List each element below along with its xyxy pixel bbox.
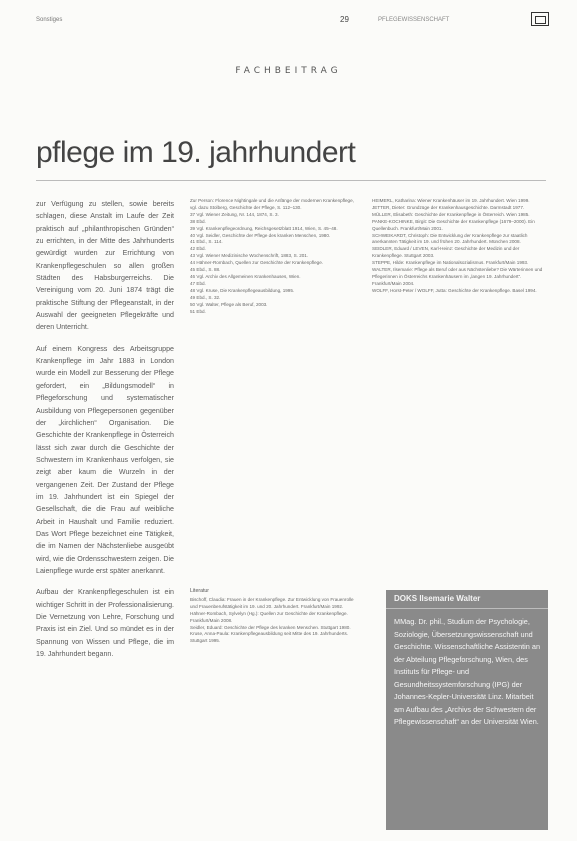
reference-entry: HEIMERL, Katharina: Wiener Krankenhäuser im 19. Jahrhundert. Wien 1999. xyxy=(372,198,530,203)
reference-entry: WOLFF, Horst-Peter / WOLFF, Jutta: Geschichte der Krankenpflege. Basel 1994. xyxy=(372,287,537,293)
reference-entry: Kruse, Anna-Paula: Krankenpflegeausbildung seit Mitte des 19. Jahrhunderts. Stuttgart 1995. xyxy=(190,631,349,644)
reference-entry: SCHWEIKARDT, Christoph: Die Entwicklung der Krankenpflege zur staatlich anerkannten Tätigkeit im 19. und frühen 20. Jahrhundert. München 2008. xyxy=(372,232,528,245)
body-paragraph: Aufbau der Krankenpflegeschulen ist ein wichtiger Schritt in der Professionalisierung. Die Vernetzung von Lehre, Forschung und Praxis ist ein Ziel. Und so mündet es in der Spannung von Wissen und Pflege, die im 19. Jahrhundert begann. xyxy=(36,588,174,659)
author-name: DOKS Ilsemarie Walter xyxy=(394,594,481,603)
footnote: 44 Hähner-Rombach, Quellen zur Geschichte der Krankenpflege. xyxy=(190,260,324,266)
header-brand: PFLEGEWISSENSCHAFT xyxy=(378,17,450,23)
reference-entry: Bischoff, Claudia: Frauen in der Krankenpflege. Zur Entwicklung von Frauenrolle und Frauenberufstätigkeit im 19. und 20. Jahrhundert. Frankfurt/Main 1992. xyxy=(190,596,354,609)
body-column xyxy=(36,198,174,669)
bio-divider xyxy=(386,608,548,609)
reference-entry: MÜLLER, Elisabeth: Geschichte der Krankenpflege in Österreich. Wien 1985. xyxy=(372,211,530,217)
footnote: 38 Ebd. xyxy=(190,218,206,224)
article-title: pflege im 19. jahrhundert xyxy=(36,136,356,169)
footnote: 43 Vgl. Wiener Medizinische Wochenschrift, 1883, S. 201. xyxy=(190,253,309,259)
footnote: 40 Vgl. Seidler, Geschichte der Pflege des kranken Menschen, 1980. xyxy=(190,232,331,238)
page-number: 29 xyxy=(340,15,349,24)
title-rule xyxy=(36,180,546,181)
footnote: 37 Vgl. Wiener Zeitung, Nr. 144, 1874, S. 3. xyxy=(190,211,279,217)
footnotes-column xyxy=(190,198,360,315)
footnote: 48 Vgl. Kruse, Die Krankenpflegeausbildung, 1995. xyxy=(190,287,295,293)
reference-entry: STEPPE, Hilde: Krankenpflege im Nationalsozialismus. Frankfurt/Main 1993. xyxy=(372,260,529,266)
author-bio-box xyxy=(386,590,548,830)
footnote: 50 Vgl. Walter, Pflege als Beruf, 2003. xyxy=(190,301,268,307)
reference-entry: Seidler, Eduard: Geschichte der Pflege des kranken Menschen. Stuttgart 1980. xyxy=(190,624,351,630)
publisher-logo-icon xyxy=(531,12,549,26)
body-paragraph: zur Verfügung zu stellen, sowie bereits schlagen, diese Anstalt im Laufe der Zeit praktisch auf „philanthropischen Gründen“ zu errichten, in der Mitte des Jahrhunderts gewürdigt wurden zur Errichtung von Krankenpflegeschulen so allen großen Städten des Habsburgerreichs. Die Vereinigung vom 20. Juni 1874 trägt die praktische Stiftung der Pflegeanstalt, in der Auswahl der geeigneten Pflegekräfte und deren Unterricht. xyxy=(36,200,174,332)
footnote: 49 Ebd., S. 32. xyxy=(190,294,221,300)
references-column-right xyxy=(372,198,548,295)
reference-entry: WALTER, Ilsemarie: Pflege als Beruf oder aus Nächstenliebe? Die Wärterinnen und Pflegerinnen in Österreichs Krankenhäusern im „langen 19. Jahrhundert“. Frankfurt/Main 2004. xyxy=(372,267,543,286)
footnote: 45 Ebd., S. 88. xyxy=(190,267,221,273)
reference-entry: Hähner-Rombach, Sylvelyn (Hg.): Quellen zur Geschichte der Krankenpflege. Frankfurt/Main 2008. xyxy=(190,610,348,623)
reference-entry: PANKE-KOCHINKE, Birgit: Die Geschichte der Krankenpflege (1679–2000). Ein Quellenbuch. Frankfurt/Main 2001. xyxy=(372,218,535,231)
footnote: 41 Ebd., S. 114. xyxy=(190,239,223,245)
author-bio-text: MMag. Dr. phil., Studium der Psychologie, Soziologie, Übersetzungswissenschaft und Geschichte. Wissenschaftliche Assistentin an der Abteilung Pflegeforschung, Wien, des Instituts für Pflege- und Gesundheitssystemforschung (IPG) der Johannes-Kepler-Universität Linz. Mitarbeit am Aufbau des „Archivs der Schwestern der Pflegewissenschaft“ an der Universität Wien. xyxy=(394,617,541,726)
footnote: 51 Ebd. xyxy=(190,308,206,314)
body-paragraph: Auf einem Kongress des Arbeitsgruppe Krankenpflege im Jahr 1883 in London wurde ein Modell zur Besserung der Pflege gefordert, ein „Bildungsmodell“ in Pflegeforschung und systematischer Ausbildung von Pflegepersonen gegenüber der „kirchlichen“ Organisation. Die Geschichte der Krankenpflege in Österreich lässt sich zwar durch die Geschichte der Schwestern im Krankenhaus verfolgen, sie zeigt aber kaum die Wurzeln in der vergangenen Zeit. Der Zustand der Pflege im 19. Jahrhundert ist ein Spiegel der Gesellschaft, die die Frau auf weibliche Arbeit in Haushalt und Familie reduziert. Das Wort Pflege bezeichnet eine Tätigkeit, die im Namen der Nächstenliebe ausgeübt wird, wie die Ordensschwestern zeigen. Die Laienpflege wurde erst später anerkannt. xyxy=(36,344,174,575)
header-left: Sonstiges xyxy=(36,17,63,23)
footnote: Zur Person: Florence Nightingale und die Anfänge der modernen Krankenpflege, vgl. dazu Stolberg, Geschichte der Pflege, S. 112–130. xyxy=(190,198,354,210)
footnote: 42 Ebd. xyxy=(190,246,206,252)
footnote: 47 Ebd. xyxy=(190,280,206,286)
footnote: 46 Vgl. Archiv des Allgemeinen Krankenhauses, Wien. xyxy=(190,273,301,279)
footnote: 39 Vgl. Krankenpflegeordnung, Reichsgesetzblatt 1914, Wien, S. 45–48. xyxy=(190,225,338,231)
section-kicker: FACHBEITRAG xyxy=(235,66,342,76)
references-column-left xyxy=(190,588,360,645)
reference-entry: SEIDLER, Eduard / LEVEN, Karl-Heinz: Geschichte der Medizin und der Krankenpflege. Stuttgart 2003. xyxy=(372,246,520,259)
reference-entry: JETTER, Dieter: Grundzüge der Krankenhausgeschichte. Darmstadt 1977. xyxy=(372,204,525,210)
references-heading: Literatur xyxy=(190,588,210,594)
